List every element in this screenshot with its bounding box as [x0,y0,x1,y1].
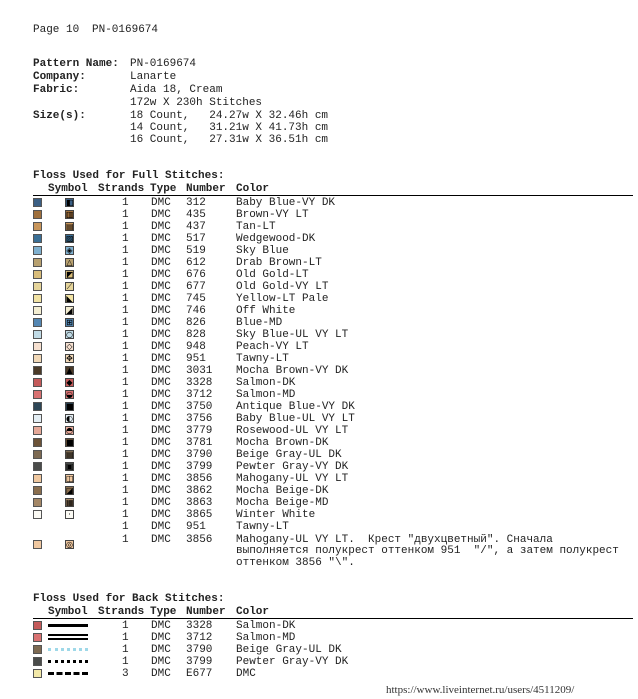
floss-strands: 1 [122,521,129,533]
backstitch-line-icon [48,660,88,663]
floss-number: 3863 [186,497,213,509]
floss-type: DMC [151,293,171,305]
floss-type: DMC [151,620,171,632]
floss-type: DMC [151,497,171,509]
floss-number: 517 [186,233,206,245]
floss-color: Tawny-LT [236,521,289,533]
floss-type: DMC [151,509,171,521]
floss-row [0,341,638,353]
color-swatch [33,282,42,291]
color-swatch [33,540,42,549]
backstitch-line-icon [48,648,88,651]
floss-type: DMC [151,233,171,245]
floss-type: DMC [151,389,171,401]
floss-row [0,413,638,425]
floss-strands: 1 [122,257,129,269]
floss-color: Wedgewood-DK [236,233,316,245]
floss-type: DMC [151,269,171,281]
stitches-value: 172w X 230h Stitches [130,97,263,109]
floss-number: 3799 [186,461,213,473]
back-header-number: Number [186,606,226,618]
floss-type: DMC [151,377,171,389]
floss-row [0,401,638,413]
floss-row [0,245,638,257]
color-swatch [33,498,42,507]
floss-number: 951 [186,353,206,365]
floss-strands: 1 [122,449,129,461]
floss-strands: 1 [122,209,129,221]
color-swatch [33,633,42,642]
back-header-color: Color [236,606,270,618]
floss-row [0,365,638,377]
stitch-symbol-icon: ▤ [66,222,74,231]
floss-strands: 1 [122,353,129,365]
floss-number: 3790 [186,449,213,461]
floss-color: Mocha Brown-VY DK [236,365,349,377]
stitch-symbol-icon: · [65,510,74,519]
floss-strands: 1 [122,644,129,656]
color-swatch [33,222,42,231]
color-swatch [33,621,42,630]
full-header-type: Type [150,183,177,195]
size-line: 18 Count, 24.27w X 32.46h cm [130,110,329,122]
floss-row [0,221,638,233]
floss-type: DMC [151,644,171,656]
floss-number: 3031 [186,365,213,377]
full-header-rule [33,195,633,196]
color-swatch [33,426,42,435]
color-swatch [33,366,42,375]
floss-strands: 3 [122,668,129,680]
floss-color: Old Gold-VY LT [236,281,329,293]
floss-number: 3756 [186,413,213,425]
color-swatch [33,402,42,411]
floss-strands: 1 [122,425,129,437]
floss-row [0,389,638,401]
floss-type: DMC [151,329,171,341]
floss-number: 3712 [186,632,213,644]
stitch-symbol-icon: ▲ [66,366,73,375]
floss-color: Salmon-DK [236,377,296,389]
stitch-symbol-icon: ◐ [66,414,73,423]
floss-number: 3779 [186,425,213,437]
label-pattern-name: Pattern Name: [33,58,119,70]
floss-type: DMC [151,221,171,233]
floss-type: DMC [151,485,171,497]
color-swatch [33,378,42,387]
header-pn: PN-0169674 [92,24,159,36]
size-line: 16 Count, 27.31w X 36.51h cm [130,134,329,146]
floss-strands: 1 [122,473,129,485]
back-header-type: Type [150,606,177,618]
floss-row [0,449,638,461]
backstitch-row [0,632,638,644]
floss-row [0,305,638,317]
floss-number: 3865 [186,509,213,521]
full-header-strands: Strands [98,183,145,195]
stitch-symbol-icon: ◈ [66,246,73,255]
color-swatch [33,198,42,207]
floss-strands: 1 [122,377,129,389]
floss-number: 519 [186,245,206,257]
floss-row [0,509,638,521]
floss-number: 3328 [186,377,213,389]
floss-color: Tawny-LT [236,353,289,365]
floss-color: Drab Brown-LT [236,257,322,269]
floss-number: 948 [186,341,206,353]
full-header-number: Number [186,183,226,195]
floss-color: DMC [236,668,256,680]
color-swatch [33,462,42,471]
stitch-symbol-icon: ◆ [66,378,73,387]
floss-type: DMC [151,317,171,329]
stitch-symbol-icon: △ [66,258,73,267]
floss-number: 826 [186,317,206,329]
floss-strands: 1 [122,497,129,509]
floss-color: Peach-VY LT [236,341,309,353]
floss-type: DMC [151,632,171,644]
stitch-symbol-icon: ✥ [66,354,73,363]
floss-row [0,377,638,389]
floss-color: Tan-LT [236,221,276,233]
floss-color: Sky Blue-UL VY LT [236,329,349,341]
floss-color: Mocha Brown-DK [236,437,329,449]
label-sizes: Size(s): [33,110,86,122]
floss-type: DMC [151,209,171,221]
back-stitches-title: Floss Used for Back Stitches: [33,593,225,605]
floss-strands: 1 [122,221,129,233]
floss-strands: 1 [122,305,129,317]
floss-row [0,269,638,281]
floss-color: Salmon-MD [236,389,296,401]
color-swatch [33,318,42,327]
floss-strands: 1 [122,461,129,473]
floss-number: 746 [186,305,206,317]
floss-row [0,317,638,329]
color-swatch [33,645,42,654]
company-value: Lanarte [130,71,177,83]
floss-number: 437 [186,221,206,233]
floss-number: 676 [186,269,206,281]
floss-number: 828 [186,329,206,341]
stitch-symbol-icon: ◎ [66,540,73,549]
floss-number: E677 [186,668,213,680]
stitch-symbol-icon: ◣ [66,294,73,303]
floss-type: DMC [151,413,171,425]
floss-color: Pewter Gray-VY DK [236,656,349,668]
floss-row [0,197,638,209]
color-swatch [33,342,42,351]
color-swatch [33,210,42,219]
stitch-symbol-icon: ◓ [66,426,73,435]
stitch-symbol-icon: ▨ [66,234,74,243]
floss-number: 745 [186,293,206,305]
floss-strands: 1 [122,632,129,644]
floss-type: DMC [151,449,171,461]
floss-row [0,329,638,341]
label-fabric: Fabric: [33,84,80,96]
floss-strands: 1 [122,329,129,341]
floss-number: 951 [186,521,206,533]
floss-type: DMC [151,245,171,257]
note-line: выполняется полукрест оттенком 951 "/", а затем полукрест [236,545,619,557]
floss-number: 3781 [186,437,213,449]
floss-color: Brown-VY LT [236,209,309,221]
floss-type: DMC [151,521,171,533]
floss-type: DMC [151,197,171,209]
floss-color: Off White [236,305,296,317]
floss-strands: 1 [122,269,129,281]
floss-type: DMC [151,461,171,473]
floss-strands: 1 [122,485,129,497]
watermark-url[interactable]: https://www.liveinternet.ru/users/4511209/ [386,684,575,696]
color-swatch [33,657,42,666]
floss-number: 3799 [186,656,213,668]
floss-row [0,473,638,485]
backstitch-row [0,620,638,632]
stitch-symbol-icon: ▣ [66,462,74,471]
stitch-symbol-icon: ◫ [66,474,74,483]
back-header-symbol: Symbol [48,606,88,618]
floss-color: Beige Gray-UL DK [236,449,342,461]
stitch-symbol-icon: ▥ [66,210,74,219]
floss-row [0,461,638,473]
floss-strands: 1 [122,509,129,521]
color-swatch [33,669,42,678]
color-swatch [33,306,42,315]
floss-number: 312 [186,197,206,209]
stitch-symbol-icon: ◩ [66,270,74,279]
floss-strands: 1 [122,233,129,245]
floss-color: Mahogany-UL VY LT [236,473,349,485]
floss-number: 435 [186,209,206,221]
color-swatch [33,390,42,399]
stitch-symbol-icon: ◇ [66,342,73,351]
back-header-rule [33,618,633,619]
color-swatch [33,258,42,267]
page-number: Page 10 [33,24,80,36]
stitch-symbol-icon: ▦ [66,498,74,507]
floss-number: 3328 [186,620,213,632]
floss-row [0,425,638,437]
stitch-symbol-icon: ⟋ [66,282,73,291]
floss-strands: 1 [122,534,129,546]
floss-color: Yellow-LT Pale [236,293,329,305]
full-header-color: Color [236,183,270,195]
floss-type: DMC [151,473,171,485]
backstitch-line-icon [48,634,88,640]
floss-row [0,281,638,293]
floss-number: 3856 [186,473,213,485]
color-swatch [33,486,42,495]
floss-color: Salmon-DK [236,620,296,632]
floss-color: Mocha Beige-DK [236,485,329,497]
full-header-symbol: Symbol [48,183,88,195]
floss-number: 612 [186,257,206,269]
stitch-symbol-icon: ⊞ [66,318,73,327]
floss-type: DMC [151,365,171,377]
floss-type: DMC [151,401,171,413]
stitch-symbol-icon: ■ [66,438,74,447]
floss-color: Beige Gray-UL DK [236,644,342,656]
floss-type: DMC [151,281,171,293]
color-swatch [33,450,42,459]
floss-type: DMC [151,257,171,269]
size-line: 14 Count, 31.21w X 41.73h cm [130,122,329,134]
full-stitches-title: Floss Used for Full Stitches: [33,170,225,182]
floss-strands: 1 [122,401,129,413]
color-swatch [33,294,42,303]
color-swatch [33,330,42,339]
floss-type: DMC [151,305,171,317]
note-line: оттенком 3856 "\". [236,557,355,569]
floss-row [0,233,638,245]
floss-row [0,353,638,365]
floss-strands: 1 [122,656,129,668]
floss-strands: 1 [122,413,129,425]
backstitch-row [0,644,638,656]
floss-color: Mahogany-UL VY LT. Крест "двухцветный". Сначала [236,534,553,546]
floss-strands: 1 [122,293,129,305]
floss-color: Baby Blue-UL VY LT [236,413,355,425]
fabric-value: Aida 18, Cream [130,84,223,96]
backstitch-row [0,656,638,668]
floss-type: DMC [151,353,171,365]
floss-type: DMC [151,656,171,668]
floss-row [0,209,638,221]
floss-strands: 1 [122,341,129,353]
pattern-name-value: PN-0169674 [130,58,197,70]
floss-number: 3712 [186,389,213,401]
color-swatch [33,246,42,255]
floss-row [0,485,638,497]
floss-row [0,437,638,449]
floss-color: Salmon-MD [236,632,296,644]
color-swatch [33,414,42,423]
backstitch-row [0,668,638,680]
floss-strands: 1 [122,437,129,449]
stitch-symbol-icon: ▤ [66,450,74,459]
floss-number: 3862 [186,485,213,497]
stitch-symbol-icon: ■ [66,402,74,411]
label-company: Company: [33,71,86,83]
floss-color: Pewter Gray-VY DK [236,461,349,473]
floss-color: Mocha Beige-MD [236,497,329,509]
color-swatch [33,438,42,447]
color-swatch [33,474,42,483]
stitch-symbol-icon: ◒ [66,390,73,399]
floss-number: 3750 [186,401,213,413]
floss-color: Sky Blue [236,245,289,257]
floss-row [0,257,638,269]
floss-number: 3790 [186,644,213,656]
stitch-symbol-icon: ◪ [66,486,74,495]
floss-number: 3856 [186,534,213,546]
color-swatch [33,354,42,363]
floss-row [0,497,638,509]
floss-color: Blue-MD [236,317,283,329]
floss-color: Old Gold-LT [236,269,309,281]
floss-strands: 1 [122,620,129,632]
color-swatch [33,510,42,519]
floss-strands: 1 [122,317,129,329]
floss-strands: 1 [122,389,129,401]
floss-type: DMC [151,437,171,449]
floss-color: Winter White [236,509,316,521]
floss-strands: 1 [122,281,129,293]
floss-row [0,293,638,305]
color-swatch [33,270,42,279]
floss-row [0,521,638,533]
stitch-symbol-icon: ◢ [66,306,73,315]
floss-number: 677 [186,281,206,293]
floss-type: DMC [151,425,171,437]
stitch-symbol-icon: ○ [66,330,73,339]
floss-strands: 1 [122,197,129,209]
floss-type: DMC [151,341,171,353]
floss-color: Antique Blue-VY DK [236,401,355,413]
backstitch-line-icon [48,672,88,675]
floss-strands: 1 [122,245,129,257]
floss-color: Baby Blue-VY DK [236,197,336,209]
stitch-symbol-icon: ◧ [66,198,74,207]
floss-type: DMC [151,534,171,546]
back-header-strands: Strands [98,606,145,618]
color-swatch [33,234,42,243]
backstitch-line-icon [48,624,88,627]
floss-type: DMC [151,668,171,680]
floss-strands: 1 [122,365,129,377]
floss-color: Rosewood-UL VY LT [236,425,349,437]
